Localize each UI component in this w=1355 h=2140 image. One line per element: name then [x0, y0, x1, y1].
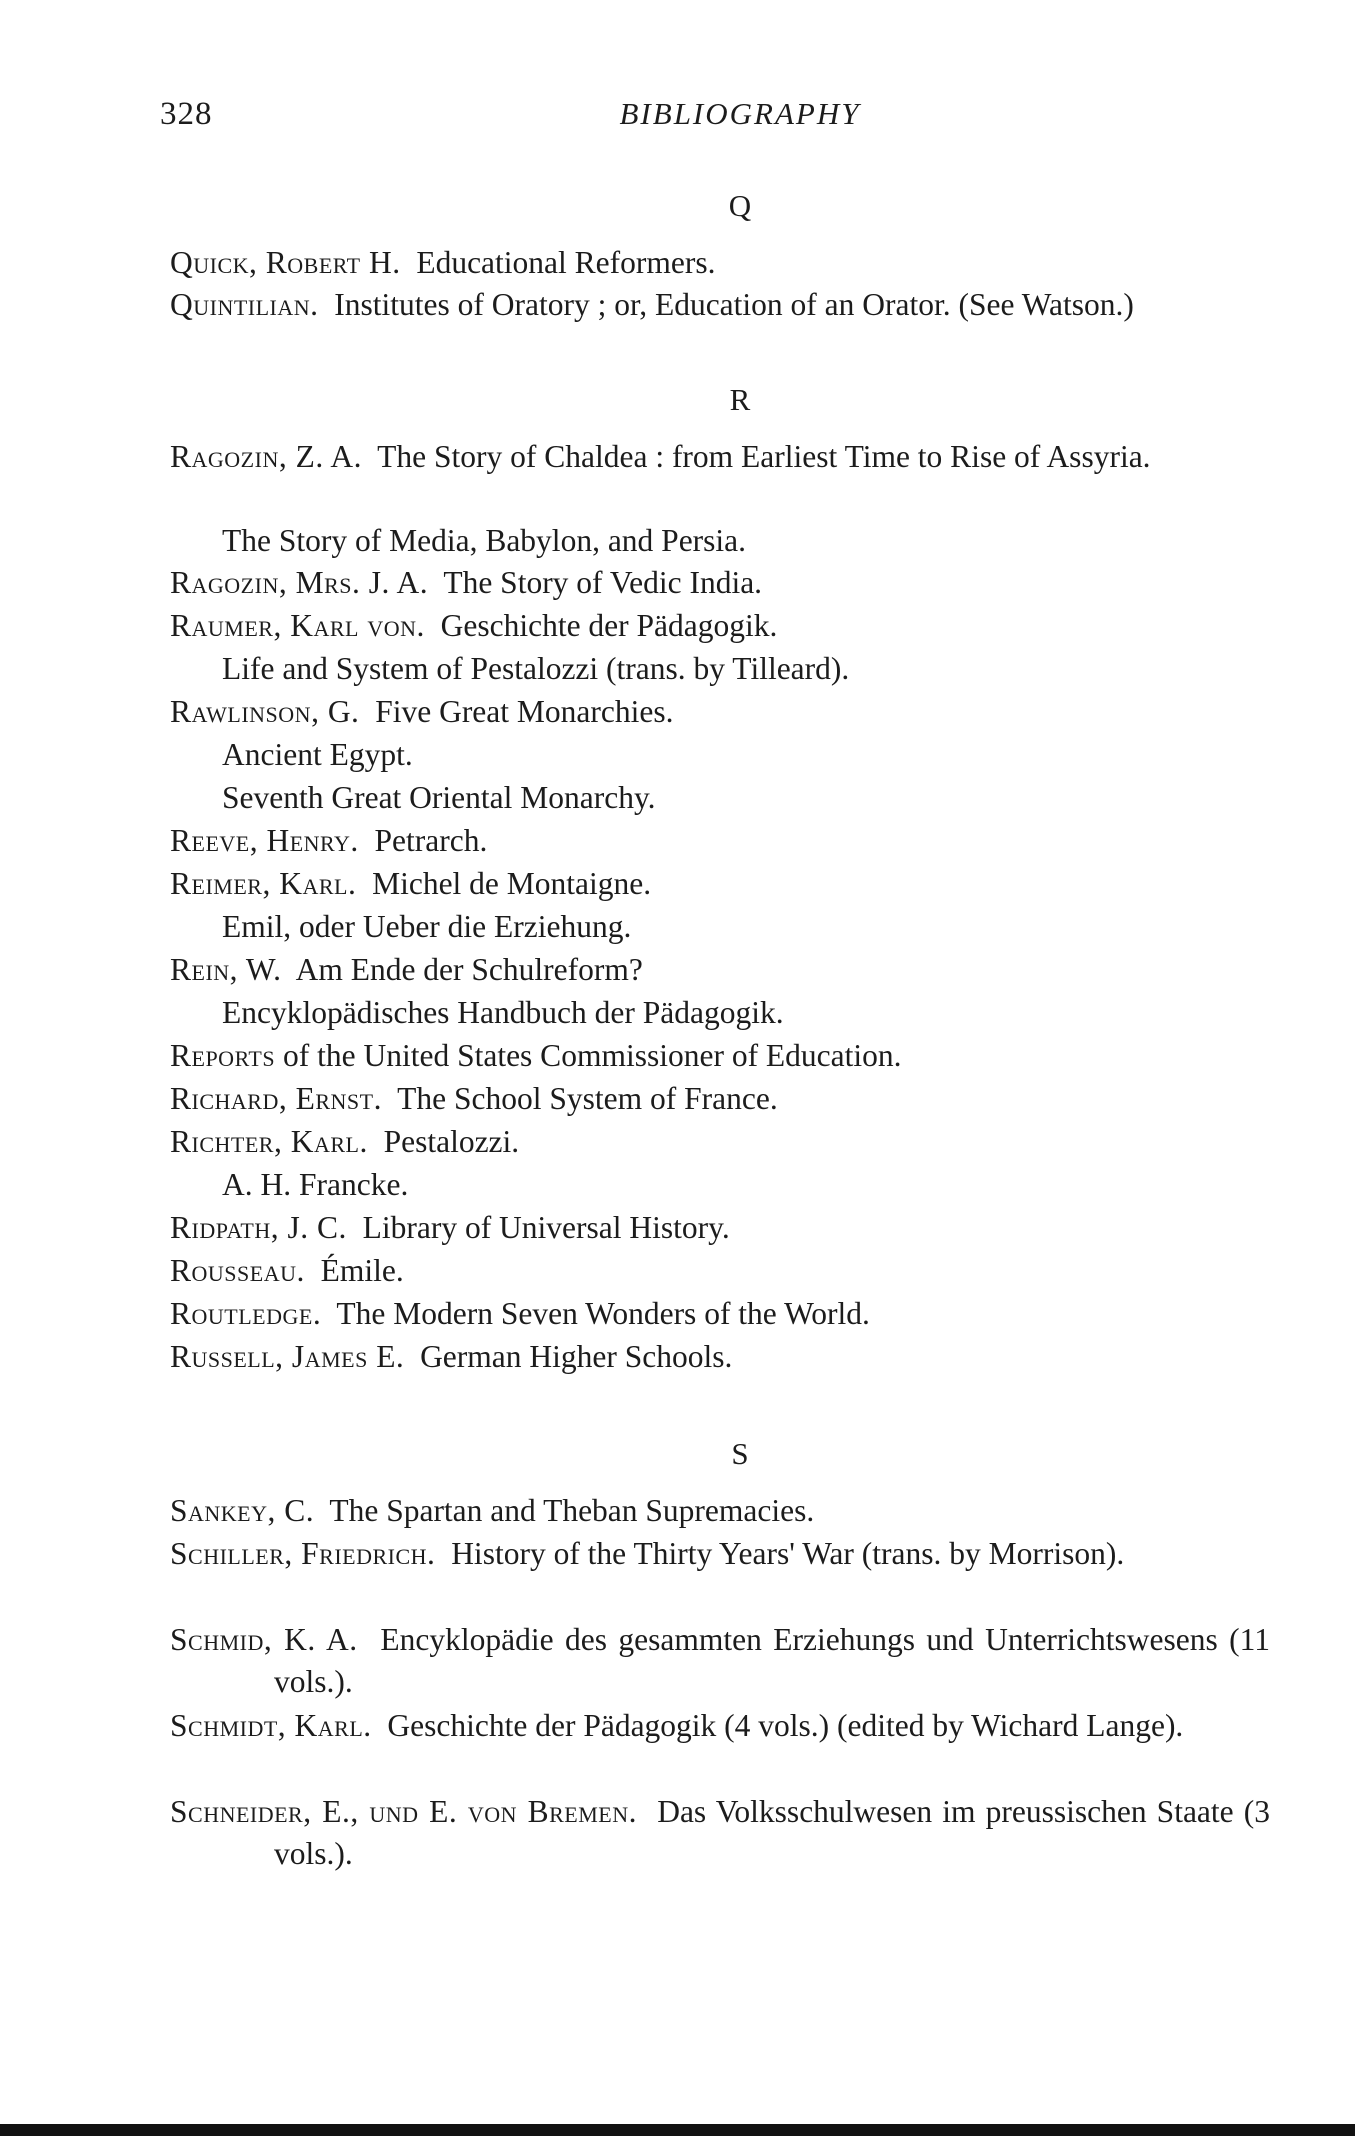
entry-author: Reimer, Karl. [170, 866, 357, 901]
section-heading-r: R [729, 382, 751, 417]
bib-entry-ragozin-mrs [170, 562, 1270, 604]
entry-author: Richard, Ernst. [170, 1081, 382, 1116]
entry-title: Institutes of Oratory ; or, Education of an Orator. (See Watson.) [334, 287, 1134, 322]
entry-author: Raumer, Karl von. [170, 608, 425, 643]
section-heading-s: S [731, 1436, 749, 1471]
entry-title: Library of Universal History. [362, 1210, 730, 1245]
bib-entry-reports [170, 1035, 1270, 1077]
entry-title: Das Volksschulwesen im preussischen Staate (3 vols.). [274, 1794, 1270, 1871]
entry-title: Pestalozzi. [383, 1124, 520, 1159]
entry-author: Quintilian. [170, 287, 319, 322]
bib-entry-raumer-2 [222, 648, 1270, 690]
entry-author: Quick, Robert H. [170, 245, 401, 280]
entry-title: Émile. [320, 1253, 404, 1288]
entry-author: Ragozin, Mrs. J. A. [170, 565, 429, 600]
bib-entry-schiller [170, 1533, 1270, 1575]
entry-title: Petrarch. [374, 823, 488, 858]
bib-entry-richard [170, 1078, 1270, 1120]
section-heading-q: Q [728, 188, 752, 223]
bib-entry-reimer-2 [222, 906, 1270, 948]
entry-author: Reeve, Henry. [170, 823, 359, 858]
bib-entry-ragozin-za-2 [222, 520, 1270, 562]
entry-author: Rein, W. [170, 952, 282, 987]
entry-title: The Modern Seven Wonders of the World. [336, 1296, 870, 1331]
bib-entry-rein [170, 949, 1270, 991]
entry-title: The Story of Chaldea : from Earliest Time to Rise of Assyria. [377, 439, 1151, 474]
entry-title: Educational Reformers. [416, 245, 716, 280]
entry-title: Ancient Egypt. [222, 737, 413, 772]
entry-title: Geschichte der Pädagogik (4 vols.) (edited by Wichard Lange). [387, 1708, 1184, 1743]
entry-author: Rousseau. [170, 1253, 305, 1288]
running-title: BIBLIOGRAPHY [619, 96, 861, 131]
entry-title: German Higher Schools. [420, 1339, 733, 1374]
entry-title: Five Great Monarchies. [375, 694, 674, 729]
bib-entry-reimer [170, 863, 1270, 905]
entry-author: Ridpath, J. C. [170, 1210, 347, 1245]
bib-entry-reeve [170, 820, 1270, 862]
entry-title: Seventh Great Oriental Monarchy. [222, 780, 656, 815]
entry-title: Life and System of Pestalozzi (trans. by Tilleard). [222, 651, 850, 686]
bib-entry-quintilian [170, 284, 1270, 326]
bib-entry-rawlinson-3 [222, 777, 1270, 819]
bib-entry-schneider [170, 1791, 1270, 1875]
page-number: 328 [160, 96, 213, 132]
bib-entry-schmid [170, 1619, 1270, 1703]
bib-entry-quick [170, 242, 1270, 284]
entry-author: Russell, James E. [170, 1339, 405, 1374]
entry-title: Michel de Montaigne. [372, 866, 652, 901]
entry-author: Schneider, E., und E. von Bremen. [170, 1794, 637, 1829]
bib-entry-rawlinson-2 [222, 734, 1270, 776]
entry-author: Schmid, K. A. [170, 1622, 358, 1657]
entry-title: The School System of France. [397, 1081, 778, 1116]
entry-title: Geschichte der Pädagogik. [440, 608, 778, 643]
bib-entry-rein-2 [222, 992, 1270, 1034]
entry-author: Ragozin, Z. A. [170, 439, 362, 474]
bib-entry-ridpath [170, 1207, 1270, 1249]
entry-title: The Story of Media, Babylon, and Persia. [222, 523, 747, 558]
entry-title: History of the Thirty Years' War (trans. by Morrison). [451, 1536, 1125, 1571]
entry-title: Emil, oder Ueber die Erziehung. [222, 909, 632, 944]
bib-entry-richter-2 [222, 1164, 1270, 1206]
entry-author: Schmidt, Karl. [170, 1708, 372, 1743]
entry-author: Schiller, Friedrich. [170, 1536, 436, 1571]
entry-title: The Story of Vedic India. [443, 565, 763, 600]
entry-title: Encyklopädisches Handbuch der Pädagogik. [222, 995, 784, 1030]
page-header [160, 96, 1270, 146]
entry-author: Routledge. [170, 1296, 322, 1331]
bib-entry-richter [170, 1121, 1270, 1163]
bib-entry-sankey [170, 1490, 1270, 1532]
bib-entry-rousseau [170, 1250, 1270, 1292]
entry-author: Rawlinson, G. [170, 694, 360, 729]
bib-entry-ragozin-za [170, 436, 1270, 478]
entry-title: Am Ende der Schulreform? [295, 952, 643, 987]
bottom-rule [0, 2124, 1355, 2136]
bib-entry-routledge [170, 1293, 1270, 1335]
bib-entry-raumer [170, 605, 1270, 647]
entry-title: of the United States Commissioner of Education. [282, 1038, 902, 1073]
bib-entry-russell [170, 1336, 1270, 1378]
entry-title: The Spartan and Theban Supremacies. [329, 1493, 815, 1528]
entry-author: Sankey, C. [170, 1493, 315, 1528]
entry-author: Richter, Karl. [170, 1124, 368, 1159]
entry-author: Reports [170, 1038, 276, 1073]
entry-title: A. H. Francke. [222, 1167, 409, 1202]
bib-entry-rawlinson [170, 691, 1270, 733]
bib-entry-schmidt [170, 1705, 1270, 1747]
entry-title: Encyklopädie des gesammten Erziehungs und Unterrichtswesens (11 vols.). [274, 1622, 1271, 1699]
